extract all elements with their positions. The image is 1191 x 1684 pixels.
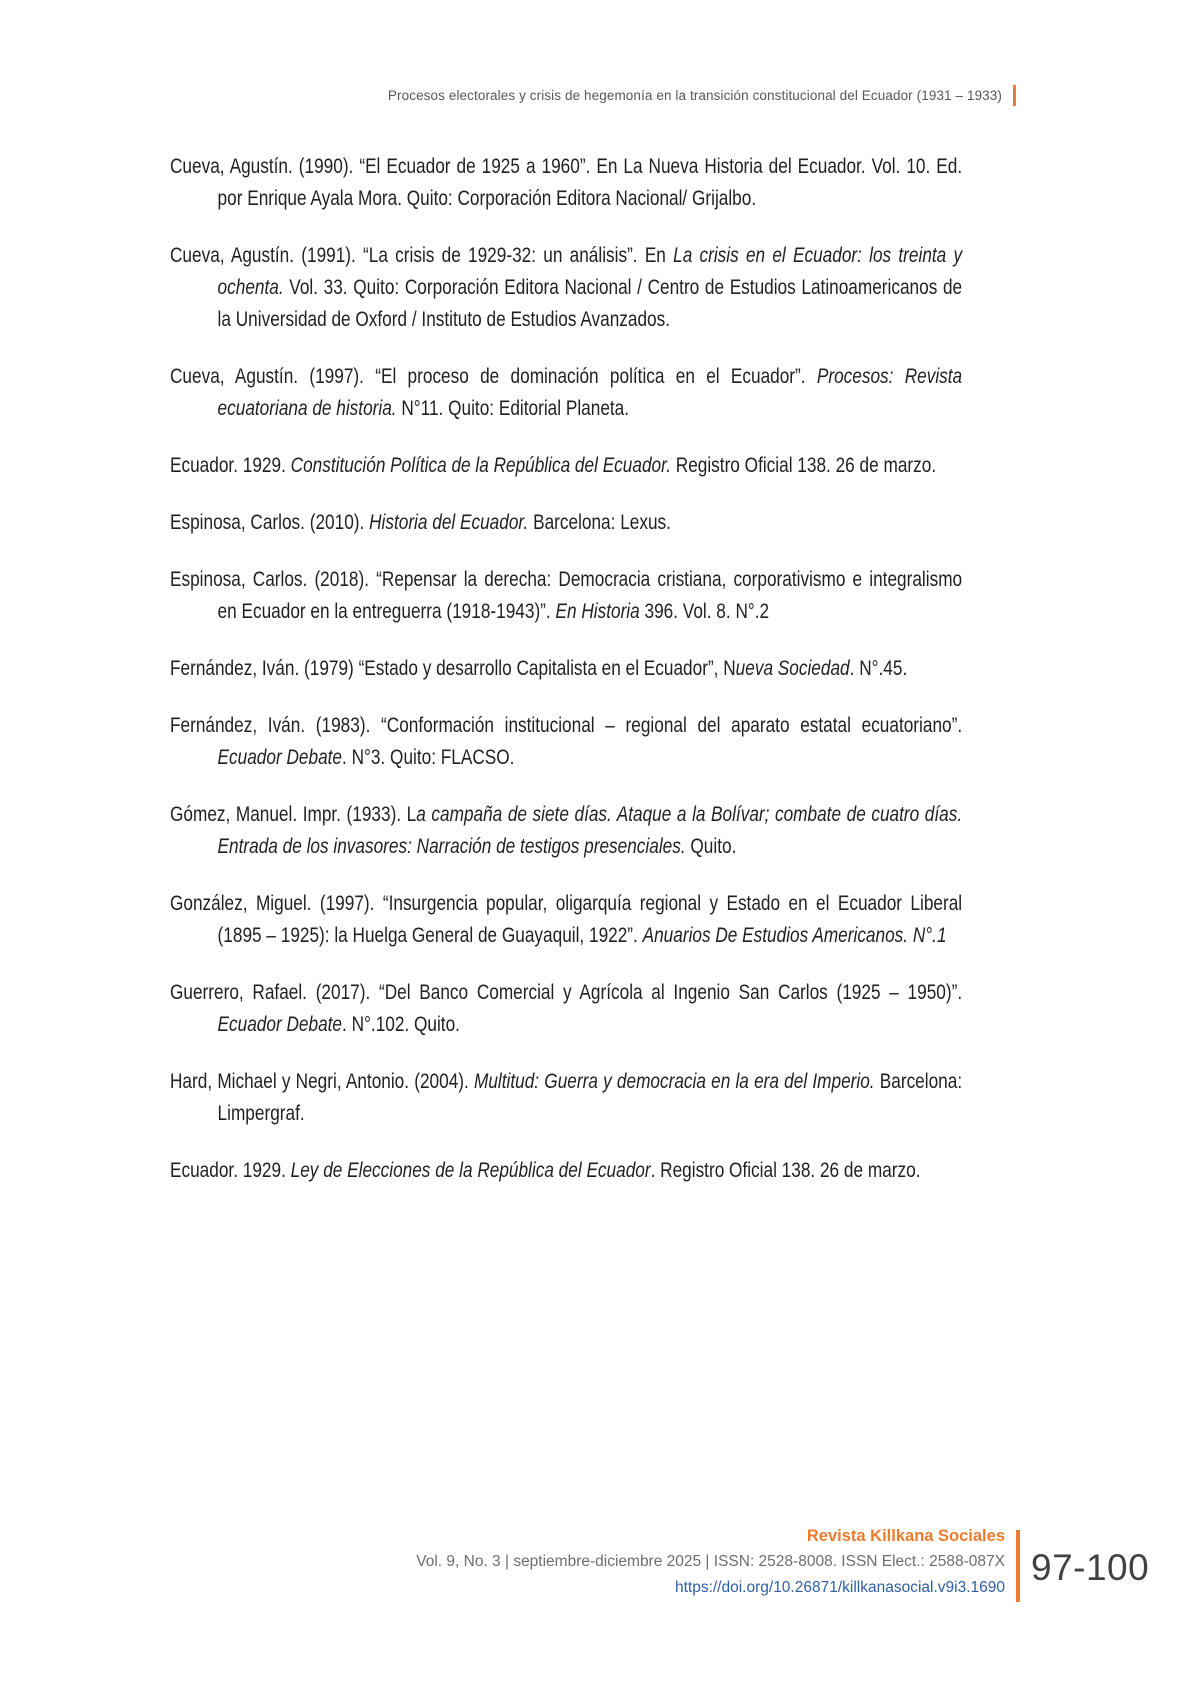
reference-title-italic: Historia del Ecuador. (369, 511, 529, 534)
references-list (170, 151, 962, 1212)
reference-title-italic: Anuarios De Estudios Americanos. N°.1 (642, 924, 947, 947)
reference-text: Cueva, Agustín. (1991). “La crisis de 1929-32: un análisis”. En (170, 244, 674, 267)
reference-text: Barcelona: Lexus. (528, 511, 671, 534)
reference-text: Espinosa, Carlos. (2010). (170, 511, 370, 534)
page-range: 97-100 (1031, 1547, 1150, 1588)
reference-entry (170, 450, 962, 482)
reference-text: Guerrero, Rafael. (2017). “Del Banco Comercial y Agrícola al Ingenio San Carlos (1925 – 1950)”. (170, 981, 963, 1004)
reference-text: Ecuador. 1929. (170, 454, 291, 477)
reference-entry (170, 799, 962, 863)
reference-text: . N°.45. (849, 657, 908, 680)
reference-title-italic: Constitución Política de la República del Ecuador. (290, 454, 671, 477)
reference-title-italic: Ley de Elecciones de la República del Ecuador (290, 1159, 651, 1182)
reference-title-italic: Procesos: Revista ecuatoriana de historia. (217, 365, 963, 420)
reference-entry (170, 564, 962, 628)
reference-text: González, Miguel. (1997). “Insurgencia popular, oligarquía regional y Estado en el Ecuador Liberal (1895 – 1925): la Huelga General de Guayaquil, 1922”. (170, 892, 963, 947)
reference-title-italic: Multitud: Guerra y democracia en la era del Imperio. (474, 1070, 875, 1093)
reference-entry (170, 240, 962, 336)
doi-link[interactable]: https://doi.org/10.26871/killkanasocial.v9i3.1690 (674, 1579, 1005, 1596)
reference-text: 396. Vol. 8. N°.2 (639, 600, 770, 623)
reference-entry (170, 977, 962, 1041)
reference-entry (170, 507, 962, 539)
reference-text: Vol. 33. Quito: Corporación Editora Nacional / Centro de Estudios Latinoamericanos de la Universidad de Oxford / Instituto de Estudios Avanzados. (217, 276, 963, 331)
reference-title-italic: Ecuador Debate (217, 746, 343, 769)
reference-text: N°11. Quito: Editorial Planeta. (396, 397, 630, 420)
reference-text: Cueva, Agustín. (1990). “El Ecuador de 1925 a 1960”. En La Nueva Historia del Ecuador. Vol. 10. Ed. por Enrique Ayala Mora. Quito: Corporación Editora Nacional/ Grijalbo. (170, 155, 963, 210)
reference-text: Registro Oficial 138. 26 de marzo. (670, 454, 937, 477)
reference-entry (170, 1066, 962, 1130)
reference-text: Barcelona: Limpergraf. (217, 1070, 963, 1125)
issue-info: Vol. 9, No. 3 | septiembre-diciembre 2025 | ISSN: 2528-8008. ISSN Elect.: 2588-087X (416, 1553, 1005, 1570)
reference-text: Ecuador. 1929. (170, 1159, 291, 1182)
reference-title-italic: En Historia (555, 600, 640, 623)
reference-entry (170, 151, 962, 215)
journal-name: Revista Killkana Sociales (806, 1527, 1005, 1545)
reference-text: Gómez, Manuel. Impr. (1933). L (170, 803, 417, 826)
reference-text: . N°3. Quito: FLACSO. (342, 746, 515, 769)
reference-text: . Registro Oficial 138. 26 de marzo. (650, 1159, 921, 1182)
reference-title-italic: ueva Sociedad (735, 657, 850, 680)
reference-title-italic: La crisis en el Ecuador: los treinta y ochenta. (217, 244, 963, 299)
reference-title-italic: a campaña de siete días. Ataque a la Bolívar; combate de cuatro días. Entrada de los invasores: Narración de testigos presenciales. (217, 803, 963, 858)
reference-text: Cueva, Agustín. (1997). “El proceso de dominación política en el Ecuador”. (170, 365, 817, 388)
reference-text: Hard, Michael y Negri, Antonio. (2004). (170, 1070, 475, 1093)
page-footer (0, 1523, 1005, 1601)
reference-entry (170, 710, 962, 774)
reference-entry (170, 361, 962, 425)
reference-text: Fernández, Iván. (1979) “Estado y desarrollo Capitalista en el Ecuador”, N (170, 657, 736, 680)
reference-entry (170, 1155, 962, 1187)
reference-text: Fernández, Iván. (1983). “Conformación institucional – regional del aparato estatal ecuatoriano”. (170, 714, 963, 737)
header-accent-bar (1013, 85, 1016, 106)
reference-title-italic: Ecuador Debate (217, 1013, 343, 1036)
reference-text: Espinosa, Carlos. (2018). “Repensar la derecha: Democracia cristiana, corporativismo e integralismo en Ecuador en la entreguerra (1918-1943)”. (170, 568, 963, 623)
reference-entry (170, 888, 962, 952)
footer-accent-bar (1016, 1530, 1020, 1602)
reference-text: . N°.102. Quito. (342, 1013, 460, 1036)
running-header-title: Procesos electorales y crisis de hegemonía en la transición constitucional del Ecuador (1931 – 1933) (387, 88, 1002, 103)
reference-entry (170, 653, 962, 685)
reference-text: Quito. (685, 835, 737, 858)
